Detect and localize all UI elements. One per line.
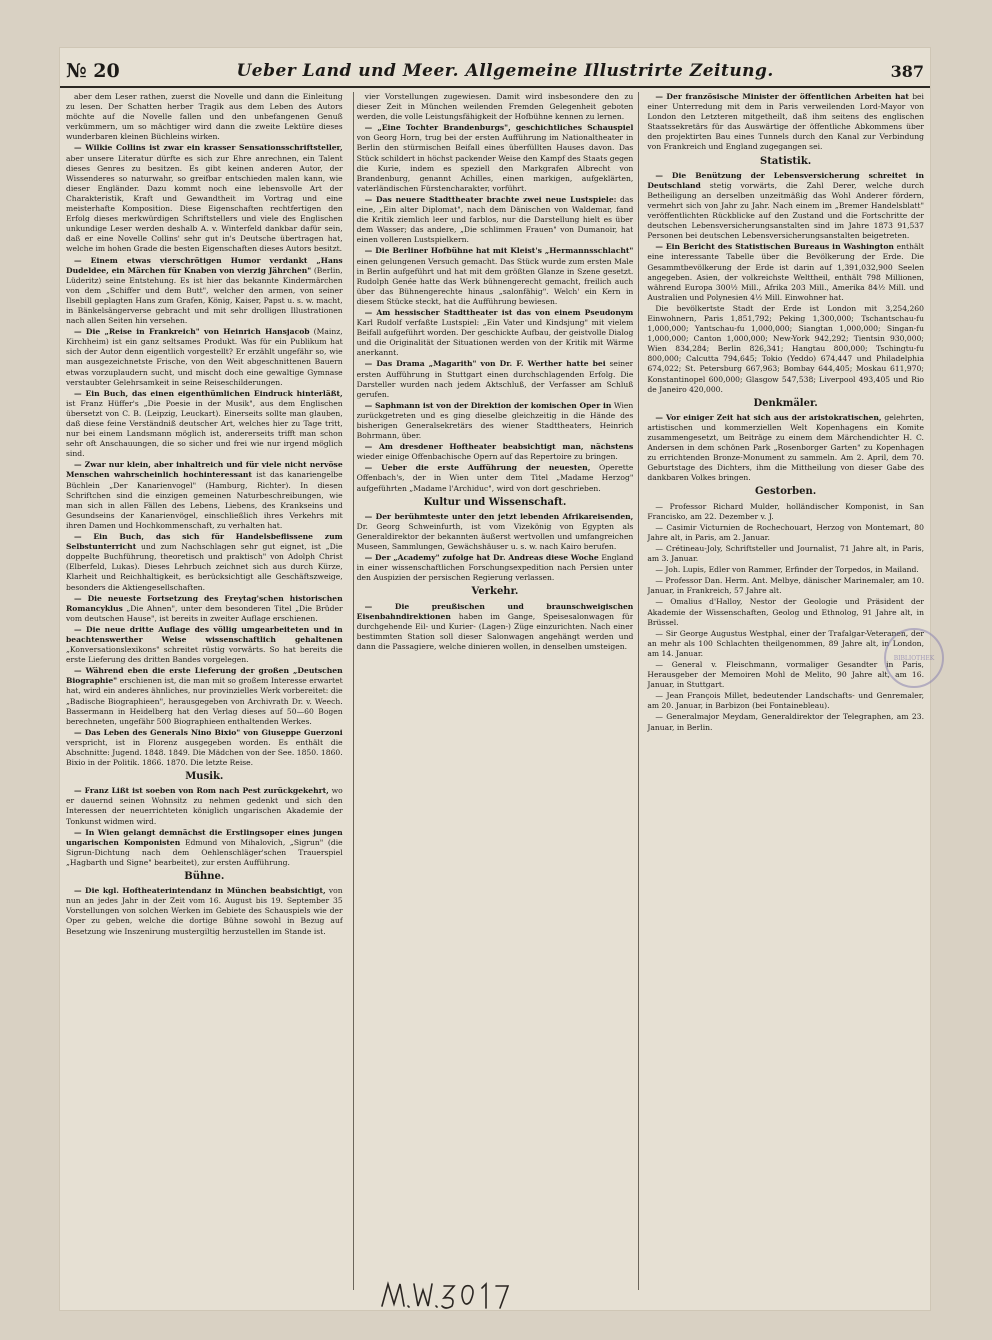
article-paragraph (647, 544, 924, 564)
library-stamp (884, 628, 944, 688)
article-lead: — Vor einiger Zeit hat sich aus der aristokratischen, (655, 412, 882, 422)
article-text: Die bevölkertste Stadt der Erde ist London mit 3,254,260 Einwohnern, Paris 1,851,792; Peking 1,300,000; Tschantschau-fu 1,000,000; Yantschau-fu 1,000,000; Siangtan 1,000,000; Singan-fu 1,000,000; Canton 1,000,000; New-York 942,292; Tientsin 930,000; Wien 834,284; Berlin 826,341; Hangtau 800,000; Tschingtu-fu 800,000; Calcutta 794,645; Tokio (Yeddo) 674,447 und Philadelphia 674,022; St. Petersburg 667,963; Bombay 644,405; Moskau 611,970; Konstantinopel 600,000; Glasgow 547,538; Liverpool 493,405 und Rio de Janeiro 420,000. (647, 303, 924, 394)
page-header (60, 56, 930, 88)
article-text: stetig vorwärts, die Zahl Derer, welche durch Betheiligung an derselben unzeitmäßig das Wohl Anderer fördern, vermehrt sich von Jahr zu Jahr. Nach einem im „Bremer Handelsblatt" veröffentlichten Rückblicke auf den Zustand und die Fortschritte der deutschen Lebensversicherungsanstalten sind im Jahre 1873 91,537 Personen bei deutschen Lebensversicherungsanstalten beigetreten. (647, 180, 924, 241)
article-text: verspricht, ist in Florenz ausgegeben worden. Es enthält die Abschnitte: Jugend. 1848. 1849. Die Mädchen von der See. 1850. 1860. Bixio in der Politik. 1866. 1870. Die letzte Reise. (66, 737, 343, 768)
article-paragraph (647, 242, 924, 303)
article-paragraph (647, 660, 924, 690)
article-paragraph (647, 304, 924, 395)
article-text: vier Vorstellungen zugewiesen. Damit wird insbesondere den zu dieser Zeit in München weilenden Fremden Gelegenheit geboten werden, die volle Leistungsfähigkeit der Hofbühne kennen zu lernen. (356, 92, 634, 122)
article-lead: — Ein Buch, das sich für Handelsbeflissene zum Selbstunterricht (66, 532, 343, 552)
article-lead: — Einem etwas vierschrötigen Humor verdankt „Hans Dudeldee, ein Märchen für Knaben von vierzig Jährchen" (66, 255, 343, 275)
article-paragraph (647, 565, 924, 575)
article-lead: — Das Drama „Magarith" von Dr. F. Werther hatte bei (364, 359, 606, 369)
article-lead: — Die neue dritte Auflage des völlig umgearbeiteten und in beachtenswerther Weise wissenschaftlich gehaltenen (66, 624, 343, 644)
article-lead: — Saphmann ist von der Direktion der komischen Oper in (364, 400, 612, 410)
article-paragraph (647, 413, 924, 484)
article-paragraph (357, 512, 634, 552)
article-text: ist Franz Hüffer's „Die Poesie in der Musik", aus dem Englischen übersetzt von C. B. (Leipzig, Leuckart). Einerseits sollte man glauben, daß diese feine Verständniß deutscher Art, welches hier zu Tage tritt, nur bei einem Landsmann möglich ist, andererseits trifft man schon sehr oft Anschauungen, die so sicher und frei wie nur irgend möglich sind. (66, 398, 343, 459)
article-paragraph (647, 523, 924, 543)
article-text: aber dem Leser rathen, zuerst die Novelle und dann die Einleitung zu lesen. Der Schatten herber Tragik aus dem Leben des Autors möchte auf die Novelle fallen und den unbefangenen Genuß verkümmern, um so mächtiger wird dann die zweite Lektüre dieses wunderbaren kleinen Büchleins wirken. (66, 92, 343, 142)
article-paragraph (66, 728, 343, 768)
article-text: — Professor Richard Mulder, holländischer Komponist, in San Francisko, am 22. Dezember v. J. (647, 501, 924, 521)
article-lead: — Der französische Minister der öffentlichen Arbeiten hat (655, 92, 909, 101)
article-paragraph (357, 602, 634, 652)
article-text: Edmund von Mihalovich, „Sigrun" (die Sigrun-Dichtung nach dem Oehlenschläger'schen Trauerspiel „Hagbarth und Signe" bearbeitet), zur ersten Aufführung. (66, 837, 343, 867)
article-paragraph (66, 460, 343, 531)
article-paragraph (357, 401, 634, 441)
article-text: ist das kanariengelbe Büchlein „Der Kanarienvogel" (Hamburg, Richter). In diesen Schriftchen sind die einzigen gemeinen Naturbeschreibungen, wie man sich in allen Fällen des Lebens, Liebens, des Krankseins und Gesundseins der Kanarienvögel, einschließlich ihres Verkehrs mit ihren Damen und Hochkommenschaft, zu verhalten hat. (66, 470, 343, 530)
section-heading: Verkehr. (471, 586, 519, 598)
article-lead: — Ein Bericht des Statistischen Bureaus in Washington (655, 242, 894, 252)
section-heading: Kultur und Wissenschaft. (423, 496, 567, 508)
article-lead: — Das Leben des Generals Nino Bixio" von Giuseppe Guerzoni (74, 727, 343, 737)
column-3 (647, 92, 924, 1290)
article-text: gelehrten, artistischen und kommerziellen Welt Kopenhagens ein Komite zusammengesetzt, um Beiträge zu einem dem Märchendichter H. C. Andersen in dem schönen Park „Rosenborger Garten" zu Kopenhagen zu errichtenden Bronze-Monument zu sammeln. Am 2. April, dem 70. Geburtstage des Dichters, ihm die Mittheilung von dieser Gabe des dankbaren Volkes bringen. (647, 412, 924, 483)
article-text: England in einer wissenschaftlichen Forschungsexpedition nach Persien unter den Auspizien der persischen Regierung verlassen. (356, 553, 634, 583)
section-heading: Bühne. (184, 871, 225, 883)
article-paragraph (357, 359, 634, 399)
newspaper-title: Ueber Land und Meer. Allgemeine Illustrirte Zeitung. (236, 61, 774, 81)
article-text: „Konversationslexikons" schreitet rüstig vorwärts. So hat bereits die erste Lieferung des dritten Bandes vorgelegen. (66, 645, 343, 665)
article-lead: — Die Berliner Hofbühne hat mit Kleist's „Hermannsschlacht" (364, 246, 634, 256)
article-paragraph (66, 92, 343, 142)
article-paragraph (66, 625, 343, 665)
article-text: (Berlin, Lüderitz) seine Entstehung. Es ist hier das bekannte Kindermärchen von dem „Schiffer und dem Butt", welcher den armen, von seiner Ilsebill geplagten Hans zum Grafen, König, Kaiser, Papst u. s. w. macht, in Bänkelsängerverse gebracht und mit sehr drolligen Illustrationen nach allen Seiten hin versehen. (66, 265, 343, 326)
article-paragraph (66, 389, 343, 460)
section-heading: Statistik. (760, 155, 812, 167)
article-paragraph (647, 712, 924, 732)
article-text: enthält eine interessante Tabelle über die Bevölkerung der Erde. Die Gesammtbevölkerung der Erde ist darin auf 1,391,032,900 Seelen angegeben. Asien, der volkreichste Welttheil, enthält 798 Millionen, während Europa 300½ Mill., Afrika 203 Mill., Amerika 84½ Mill. und Australien und Polynesien 4½ Mill. Einwohner hat. (647, 242, 924, 302)
article-text: — Omalius d'Halloy, Nestor der Geologie und Präsident der Akademie der Wissenschaften, Geolog und Ethnolog, 91 Jahre alt, in Brüssel. (647, 597, 924, 627)
article-text: Wien zurückgetreten und es ging dieselbe gleichzeitig in die Hände des bisherigen Generalsekretärs des wiener Stadttheaters, Heinrich Bohrmann, über. (356, 400, 634, 441)
article-text: — Generalmajor Meydam, Generaldirektor der Telegraphen, am 23. Januar, in Berlin. (647, 712, 924, 732)
article-text: und zum Nachschlagen sehr gut eignet, ist „Die doppelte Buchführung, theoretisch und praktisch" von Adolph Christ (Elberfeld, Lukas). Dieses Lehrbuch zeichnet sich aus durch Kürze, Klarheit und Reichhaltigkeit, es berücksichtigt alle Geschäftszweige, besonders die Aktiengesellschaften. (66, 542, 343, 592)
article-paragraph (647, 629, 924, 659)
article-lead: — Die Benützung der Lebensversicherung schreitet in Deutschland (647, 170, 924, 190)
article-paragraph (357, 442, 634, 462)
column-1 (66, 92, 343, 1290)
article-paragraph (66, 666, 343, 727)
article-text: — Sir George Augustus Westphal, einer der Trafalgar-Veteranen, der an mehr als 100 Schlachten theilgenommen, 89 Jahre alt, in London, am 14. Januar. (647, 628, 924, 658)
article-paragraph (357, 123, 634, 194)
stamp-text: BIBLIOTHEK (893, 654, 935, 662)
article-lead: — In Wien gelangt demnächst die Erstlingsoper eines jungen ungarischen Komponisten (66, 827, 343, 847)
column-divider (638, 92, 639, 1290)
article-paragraph (357, 308, 634, 358)
article-paragraph (647, 92, 924, 153)
article-paragraph (66, 828, 343, 868)
article-lead: — Ueber die erste Aufführung der neuesten, (364, 463, 591, 473)
section-heading: Musik. (185, 771, 224, 783)
article-paragraph (66, 886, 343, 936)
section-heading: Gestorben. (755, 486, 817, 498)
article-paragraph (647, 502, 924, 522)
article-paragraph (647, 576, 924, 596)
article-text: — General v. Fleischmann, vormaliger Gesandter in Paris, Herausgeber der Memoiren Mohl de Melito, 90 Jahre alt, am 16. Januar, in Stuttgart. (647, 659, 924, 690)
page-number: 387 (890, 61, 924, 81)
article-text: haben im Gange, Speisesalonwagen für durchgehende Eil- und Kurier- (Lagen-) Züge einzurichten. Nach einer bestimmten Station soll dieser Salonwagen angehängt werden und dann die Passagiere, welche dinieren wollen, in denselben umsteigen. (356, 611, 634, 651)
signature-text: M.W.5017 (378, 1276, 384, 1277)
article-text: einen gelungenen Versuch gemacht. Das Stück wurde zum ersten Male in Berlin aufgeführt und hat mit dem größten Glanze in Szene gesetzt. Rudolph Genée hatte das Werk bühnengerecht gemacht, freilich auch über das Bühnengerechte hinaus „salonfähig". Welch' ein Kern in diesem Stücke steckt, hat die Aufführung bewiesen. (356, 256, 634, 306)
columns (66, 92, 924, 1290)
handwritten-signature (378, 1276, 538, 1316)
article-lead: — Während eben die erste Lieferung der großen „Deutschen Biographie" (66, 666, 343, 686)
article-text: — Crétineau-Joly, Schriftsteller und Journalist, 71 Jahre alt, in Paris, am 3. Januar. (647, 543, 924, 564)
article-lead: — Wilkie Collins ist zwar ein krasser Sensationsschriftsteller, (74, 143, 343, 153)
article-text: wieder einige Offenbachische Opern auf das Repertoire zu bringen. (356, 452, 618, 462)
article-lead: — Am hessischer Stadttheater ist das von einem Pseudonym (364, 307, 634, 317)
article-text: von Georg Horn, trug bei der ersten Aufführung im Nationaltheater in Berlin den stürmischen Beifall eines überfüllten Hauses davon. Das Stück schildert in höchst packender Weise den Kampf des Staats gegen die Kurie, indem es speziell den Markgrafen Albrecht von Brandenburg, genannt Achilles, einen markigen, aufgeklärten, vaterländischen Fürstencharakter, vorführt. (356, 133, 634, 193)
article-paragraph (647, 171, 924, 242)
article-paragraph (66, 594, 343, 624)
article-text: — Joh. Lupis, Edler von Rammer, Erfinder der Torpedos, in Mailand. (655, 565, 919, 575)
article-paragraph (647, 597, 924, 627)
article-lead: — Der „Academy" zufolge hat Dr. Andreas diese Woche (364, 553, 599, 563)
article-text: bei einer Unterredung mit dem in Paris verweilenden Lord-Mayor von London den Letzteren mitgetheilt, daß ihm seitens des englischen Staatssekretärs für das Auswärtige der öffentliche Abkommens über den projektirten Bau eines Tunnels durch den Kanal zur Verbindung von Frankreich und England zugegangen sei. (647, 92, 924, 152)
article-lead: — Am dresdener Hoftheater beabsichtigt man, nächstens (364, 442, 634, 452)
article-paragraph (66, 256, 343, 327)
newspaper-page (60, 48, 930, 1310)
article-paragraph (66, 143, 343, 254)
article-text: aber unsere Literatur dürfte es sich zur Ehre anrechnen, ein Talent dieses Genres zu besitzen. Es gibt keinen anderen Autor, der Wissenderes so naturwahr, so greifbar entschieden malen kann, wie dieser Engländer. Dazu kommt noch eine lebensvolle Art der Charakteristik, Kraft und Gewandtheit im Vortrag und eine meisterhafte Komposition. Diese Eigenschaften rechtfertigen den Erfolg dieses merkwürdigen Schriftstellers und viele des Englischen unkundige Leser werden deshalb A. v. Winterfeld dankbar dafür sein, daß er eine Novelle Collins' sehr gut in's Deutsche übertragen hat, welche im hohen Grade die besten Eigenschaften dieses Autors besitzt. (66, 153, 343, 254)
article-lead: — Das neuere Stadttheater brachte zwei neue Lustspiele: (364, 194, 617, 204)
article-lead: — Die „Reise in Frankreich" von Heinrich Hansjacob (74, 327, 310, 337)
article-paragraph (647, 691, 924, 711)
article-paragraph (66, 786, 343, 826)
article-lead: — Franz Lißt ist soeben von Rom nach Pest zurückgekehrt, (74, 786, 329, 796)
article-lead: — Die kgl. Hoftheaterintendanz in München beabsichtigt, (74, 886, 326, 896)
article-lead: — Der berühmteste unter den jetzt lebenden Afrikareisenden, (364, 511, 634, 521)
section-heading: Denkmäler. (753, 397, 818, 409)
article-text: Operette Offenbach's, der in Wien unter dem Titel „Madame Herzog" aufgeführten „Madame l'Archiduc", wird von dort geschrieben. (356, 463, 634, 493)
article-text: von nun an jedes Jahr in der Zeit vom 16. August bis 19. September 35 Vorstellungen von solchen Werken im Gebiete des Schauspiels wie der Oper zu geben, welche die dortige Bühne sowohl in Bezug auf Besetzung wie Inszenirung mustergiltig herzustellen im Stande ist. (66, 886, 343, 936)
article-paragraph (357, 92, 634, 122)
article-text: — Jean François Millet, bedeutender Landschafts- und Genremaler, am 20. Januar, in Barbizon (bei Fontainebleau). (647, 691, 924, 711)
article-lead: — Ein Buch, das einen eigenthümlichen Eindruck hinterläßt, (74, 388, 343, 398)
article-text: (Mainz, Kirchheim) ist ein ganz seltsames Produkt. Was für ein Publikum hat sich der Autor denn eigentlich vorgestellt? Er erzählt ungefähr so, wie man ausgezeichnetste Frische, von den Weit abgeschnittenen Bauern etwas vorzuplaudern sucht, und mischt doch eine gewaltige Gymnase verstaubter Gelehrsamkeit in seine Reiseschilderungen. (66, 327, 343, 387)
issue-number: № 20 (66, 60, 120, 82)
article-paragraph (357, 195, 634, 245)
article-lead: — Die preußischen und braunschweigischen Eisenbahndirektionen (356, 601, 634, 621)
article-lead: — Die neueste Fortsetzung des Freytag'schen historischen Romancyklus (66, 593, 343, 613)
article-paragraph (357, 246, 634, 307)
article-text: — Casimir Victurnien de Rochechouart, Herzog von Montemart, 80 Jahre alt, in Paris, am 2. Januar. (647, 522, 924, 542)
article-text: seiner ersten Aufführung in Stuttgart einen durchschlagenden Erfolg. Die Darsteller wurden nach jedem Aktschluß, der Verfasser am Schluß gerufen. (356, 359, 634, 399)
article-paragraph (357, 553, 634, 583)
article-text: „Die Ahnen", unter dem besonderen Titel „Die Brüder vom deutschen Hause", ist bereits in zweiter Auflage erschienen. (66, 603, 343, 623)
article-text: erschienen ist, die man mit so großem Interesse erwartet hat, wird ein anderes ähnliches, nur provinzielles Werk vorbereitet: die „Badische Biographieen", herausgegeben von Archivrath Dr. v. Weech. Bassermann in Heidelberg hat den Verlag dieses auf 50—60 Bogen berechneten, ungefähr 500 Biographieen enthaltenden Werkes. (66, 676, 343, 726)
article-text: das eine, „Ein alter Diplomat", nach dem Dänischen von Waldemar, fand die Kritik ziemlich leer und farblos, nur die Darstellung hielt es über dem Wasser; das andere, „Die schlimmen Frauen" von Dumanoir, hat einen volleren Lustspielkern. (356, 194, 634, 245)
column-2 (357, 92, 634, 1290)
article-text: Dr. Georg Schweinfurth, ist vom Vizekönig von Egypten als Generaldirektor der bekannten äußerst wertvollen und umfangreichen Museen, Sammlungen, Gewächshäuser u. s. w. nach Kairo berufen. (356, 521, 634, 552)
article-paragraph (66, 327, 343, 388)
article-paragraph (66, 532, 343, 593)
column-divider (353, 92, 354, 1290)
article-lead: — „Eine Tochter Brandenburgs", geschichtliches Schauspiel (364, 123, 634, 133)
article-text: Karl Rudolf verfaßte Lustspiel: „Ein Vater und Kindsjung" mit vielem Beifall aufgeführt worden. Der geschickte Aufbau, der geistvolle Dialog und die Originalität der Situationen werden von der Kritik mit Wärme anerkannt. (356, 318, 634, 358)
article-text: wo er dauernd seinen Wohnsitz zu nehmen gedenkt und sich den Interessen der neuerrichteten königlich ungarischen Akademie der Tonkunst widmen wird. (66, 786, 343, 826)
article-text: — Professor Dan. Herm. Ant. Melbye, dänischer Marinemaler, am 10. Januar, in Frankreich, 57 Jahre alt. (647, 576, 924, 596)
article-lead: — Zwar nur klein, aber inhaltreich und für viele nicht nervöse Menschen wahrscheinlich hochinteressant (66, 460, 343, 480)
article-paragraph (357, 463, 634, 493)
